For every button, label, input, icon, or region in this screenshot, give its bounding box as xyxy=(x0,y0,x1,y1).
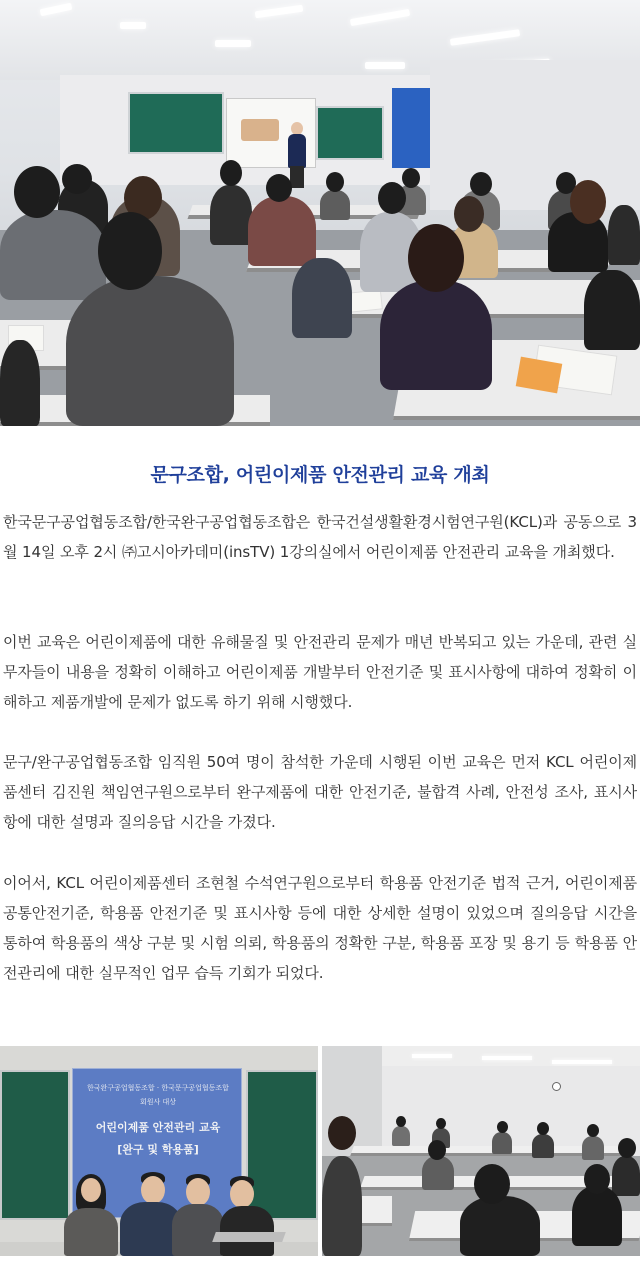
article-paragraph-4: 이어서, KCL 어린이제품센터 조현철 수석연구원으로부터 학용품 안전기준 법적 근거, 어린이제품 공통안전기준, 학용품 안전기준 및 표시사항 등에 대한 상세한 설명이 있었으며 질의응답 시간을 통하여 학용품의 색상 구분 및 시험 의뢰, 학용품의 정확한 구분, 학용품 포장 및 용기 등 학용품 안전관리에 대한 실무적인 업무 습득 기회가 되었다. xyxy=(3,874,637,982)
slide-image xyxy=(241,119,279,141)
attendee-head xyxy=(570,180,606,224)
attendee xyxy=(460,1196,540,1256)
clock-icon xyxy=(552,1082,561,1091)
person-head xyxy=(230,1180,254,1208)
attendee-head xyxy=(436,1118,446,1129)
right-wall xyxy=(430,60,640,210)
classroom-photo xyxy=(322,1046,640,1256)
attendee-head xyxy=(402,168,420,188)
chalkboard-right xyxy=(246,1070,318,1220)
jacket-on-chair xyxy=(292,258,352,338)
group-photo xyxy=(0,1046,318,1256)
screen-line-1: 한국완구공업협동조합 · 한국문구공업협동조합 xyxy=(87,1084,229,1092)
screen-line-4: [완구 및 학용품] xyxy=(117,1143,199,1156)
attendee-head xyxy=(396,1116,406,1127)
chalkboard-right xyxy=(316,106,384,160)
article-paragraph-2: 이번 교육은 어린이제품에 대한 유해물질 및 안전관리 문제가 매년 반복되고 있는 가운데, 관련 실무자들이 내용을 정확히 이해하고 어린이제품 개발부터 안전기준 및 표시사항에 대하여 정확히 이해하고 제품개발에 문제가 없도록 하기 위해 시행했다. xyxy=(3,633,637,711)
attendee xyxy=(612,1156,640,1196)
attendee-head xyxy=(618,1138,636,1158)
attendee-head xyxy=(220,160,242,186)
attendee-head xyxy=(497,1121,508,1133)
person-head xyxy=(81,1178,101,1202)
ceiling-light xyxy=(482,1056,532,1060)
screen-line-2: 회원사 대상 xyxy=(139,1098,177,1106)
insTV-panel xyxy=(392,88,430,168)
attendee-head xyxy=(537,1122,549,1135)
ceiling-light xyxy=(412,1054,452,1058)
attendee xyxy=(532,1134,554,1158)
attendee-head xyxy=(584,1164,610,1194)
attendee-head xyxy=(98,212,162,290)
ceiling-light xyxy=(120,22,146,29)
ceiling-light xyxy=(215,40,251,47)
attendee xyxy=(0,340,40,426)
ceiling-light xyxy=(552,1060,612,1064)
attendee xyxy=(0,210,106,300)
attendee-head xyxy=(14,166,60,218)
podium xyxy=(212,1232,286,1242)
person-head xyxy=(141,1176,165,1204)
article-paragraph-1: 한국문구공업협동조합/한국완구공업협동조합은 한국건설생활환경시험연구원(KCL)과 공동으로 3월 14일 오후 2시 ㈜고시아카데미(insTV) 1강의실에서 어린이제품 안전관리 교육을 개최했다. xyxy=(3,513,637,561)
attendee xyxy=(380,280,492,390)
attendee-head xyxy=(454,196,484,232)
speaker-legs xyxy=(290,166,304,188)
attendee xyxy=(320,190,350,220)
attendee xyxy=(66,276,234,426)
attendee xyxy=(322,1156,362,1256)
attendee-head xyxy=(378,182,406,214)
attendee-head xyxy=(474,1164,510,1204)
hero-photo xyxy=(0,0,640,426)
attendee xyxy=(210,185,252,245)
ceiling-light xyxy=(365,62,405,69)
attendee-head xyxy=(470,172,492,196)
article-title: 문구조합, 어린이제품 안전관리 교육 개최 xyxy=(150,464,490,486)
attendee-head xyxy=(428,1140,446,1160)
attendee-head xyxy=(408,224,464,292)
attendee xyxy=(584,270,640,350)
person-head xyxy=(186,1178,210,1206)
screen-line-3: 어린이제품 안전관리 교육 xyxy=(95,1121,221,1134)
attendee xyxy=(582,1136,604,1160)
person xyxy=(64,1208,118,1256)
article-paragraph-3: 문구/완구공업협동조합 임직원 50여 명이 참석한 가운데 시행된 이번 교육은 먼저 KCL 어린이제품센터 김진원 책임연구원으로부터 완구제품에 대한 안전기준, 불합격 사례, 안전성 조사, 표시사항에 대한 설명과 질의응답 시간을 가졌다. xyxy=(3,753,637,831)
chalkboard-left xyxy=(128,92,224,154)
person xyxy=(172,1204,224,1256)
attendee xyxy=(572,1186,622,1246)
attendee xyxy=(392,1126,410,1146)
attendee xyxy=(492,1132,512,1154)
speaker xyxy=(288,134,306,168)
attendee-head xyxy=(266,174,292,202)
attendee-head xyxy=(587,1124,599,1137)
chalkboard-left xyxy=(0,1070,70,1220)
attendee xyxy=(422,1156,454,1190)
attendee xyxy=(248,196,316,266)
attendee xyxy=(608,205,640,265)
person xyxy=(220,1206,274,1256)
attendee-head xyxy=(62,164,92,194)
attendee-head xyxy=(328,1116,356,1150)
attendee-head xyxy=(326,172,344,192)
